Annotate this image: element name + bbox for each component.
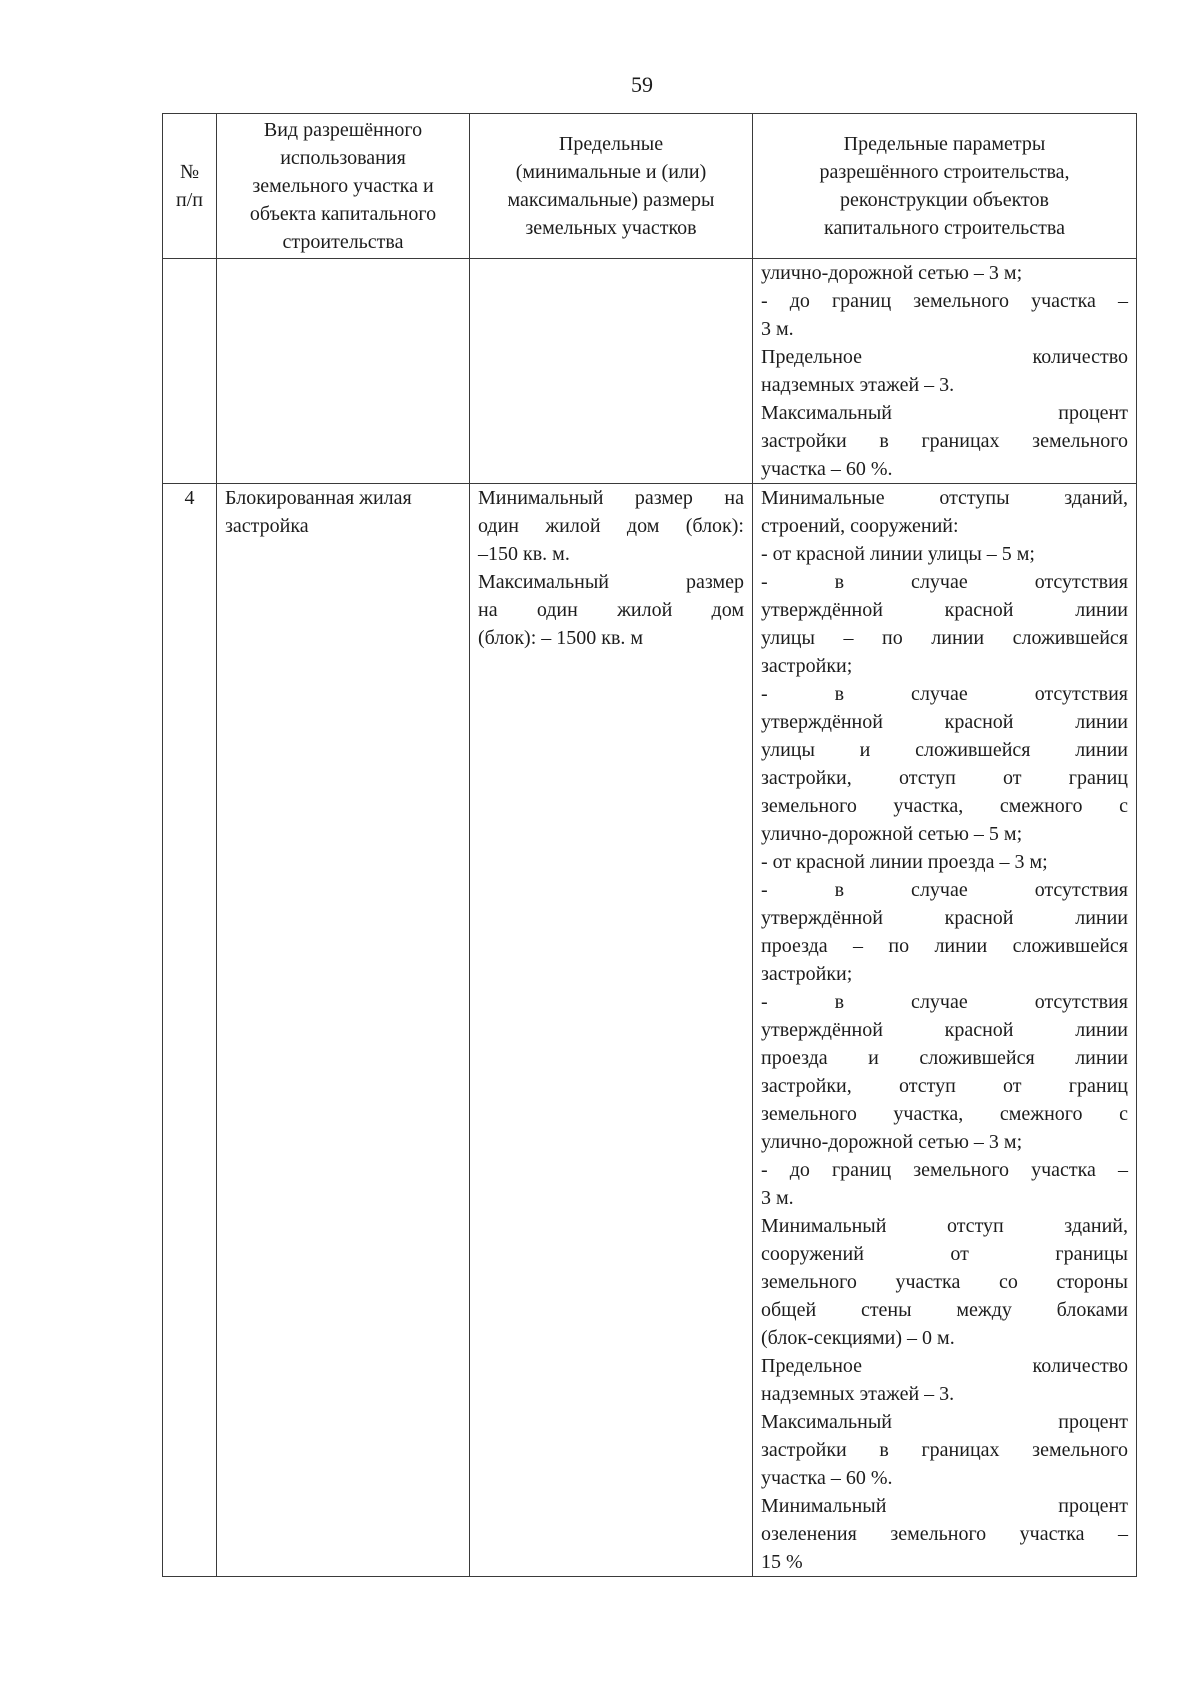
cell-text-line: улично-дорожной сетью – 3 м; [761, 262, 1023, 284]
row-plot-size [470, 259, 753, 484]
cell-text-line: застройки, отступ от границ [761, 767, 1128, 789]
cell-text-line: застройки в границах земельного [761, 1439, 1128, 1461]
cell-text-line: улицы – по линии сложившейся [761, 627, 1128, 649]
row-number [163, 259, 217, 484]
cell-text-line: - в случае отсутствия [761, 991, 1128, 1013]
cell-text-line: утверждённой красной линии [761, 599, 1128, 621]
cell-text-line: - в случае отсутствия [761, 683, 1128, 705]
cell-text-line: надземных этажей – 3. [761, 374, 955, 396]
header-line: строительства [282, 231, 404, 253]
row-plot-size [470, 484, 753, 1577]
cell-text-line: проезда – по линии сложившейся [761, 935, 1128, 957]
cell-text-line: Предельное количество [761, 1355, 1128, 1377]
cell-text-line: Минимальные отступы зданий, [761, 487, 1128, 509]
cell-text-line: –150 кв. м. [478, 543, 570, 565]
header-line: капитального строительства [824, 217, 1065, 239]
cell-text-line: Максимальный процент [761, 1411, 1128, 1433]
cell-text-line: Максимальный процент [761, 402, 1128, 424]
header-line: реконструкции объектов [840, 189, 1049, 211]
header-number [163, 114, 217, 259]
row-number: 4 [163, 484, 217, 1577]
cell-text-line: - от красной линии улицы – 5 м; [761, 543, 1035, 565]
header-building-params [753, 114, 1137, 259]
row-building-params [753, 484, 1137, 1577]
cell-text-line: утверждённой красной линии [761, 711, 1128, 733]
table-header-row [163, 114, 1137, 259]
cell-text-line: один жилой дом (блок): [478, 515, 744, 537]
cell-text-line: Блокированная жилая [225, 487, 412, 509]
cell-text-line: сооружений от границы [761, 1243, 1128, 1265]
header-line: № [179, 161, 200, 183]
header-line: использования [280, 147, 406, 169]
cell-text-line: на один жилой дом [478, 599, 744, 621]
header-line: п/п [176, 189, 203, 211]
header-line: Предельные параметры [843, 133, 1046, 155]
header-line: разрешённого строительства, [819, 161, 1070, 183]
cell-text-line: Минимальный размер на [478, 487, 744, 509]
cell-text-line: - до границ земельного участка – [761, 290, 1128, 312]
cell-text-line: Минимальный процент [761, 1495, 1128, 1517]
cell-text-line: земельного участка со стороны [761, 1271, 1128, 1293]
row-building-params [753, 259, 1137, 484]
cell-text-line: утверждённой красной линии [761, 1019, 1128, 1041]
cell-text-line: - до границ земельного участка – [761, 1159, 1128, 1181]
cell-text-line: проезда и сложившейся линии [761, 1047, 1128, 1069]
page-number: 59 [631, 72, 653, 97]
header-line: Предельные [558, 133, 664, 155]
land-use-parameters-table [162, 113, 1137, 1577]
cell-text-line: застройки; [761, 655, 853, 677]
header-line: максимальные) размеры [507, 189, 715, 211]
row-use-type [217, 484, 470, 1577]
table-row [163, 484, 1137, 1577]
cell-text-line: - в случае отсутствия [761, 571, 1128, 593]
cell-text-line: улично-дорожной сетью – 3 м; [761, 1131, 1023, 1153]
cell-text-line: общей стены между блоками [761, 1299, 1128, 1321]
cell-text-line: - от красной линии проезда – 3 м; [761, 851, 1048, 873]
cell-text-line: Максимальный размер [478, 571, 744, 593]
cell-text-line: - в случае отсутствия [761, 879, 1128, 901]
cell-text-line: застройки, отступ от границ [761, 1075, 1128, 1097]
cell-text-line: (блок): – 1500 кв. м [478, 627, 644, 649]
cell-text-line: (блок-секциями) – 0 м. [761, 1327, 955, 1349]
cell-text-line: утверждённой красной линии [761, 907, 1128, 929]
row-use-type [217, 259, 470, 484]
header-line: земельного участка и [252, 175, 434, 197]
cell-text-line: застройка [225, 515, 309, 537]
cell-text-line: участка – 60 %. [761, 1467, 893, 1489]
cell-text-line: земельного участка, смежного с [761, 1103, 1128, 1125]
cell-text-line: улично-дорожной сетью – 5 м; [761, 823, 1023, 845]
header-plot-size [470, 114, 753, 259]
header-line: Вид разрешённого [263, 119, 423, 141]
cell-text-line: застройки; [761, 963, 853, 985]
header-use-type [217, 114, 470, 259]
cell-text-line: Минимальный отступ зданий, [761, 1215, 1128, 1237]
header-line: объекта капитального [249, 203, 437, 225]
cell-text-line: озеленения земельного участка – [761, 1523, 1128, 1545]
cell-text-line: 15 % [761, 1551, 803, 1573]
table-row [163, 259, 1137, 484]
cell-text-line: 3 м. [761, 1187, 794, 1209]
cell-text-line: застройки в границах земельного [761, 430, 1128, 452]
header-line: земельных участков [525, 217, 697, 239]
header-line: (минимальные и (или) [515, 161, 707, 183]
cell-text-line: участка – 60 %. [761, 458, 893, 480]
cell-text-line: земельного участка, смежного с [761, 795, 1128, 817]
cell-text-line: 3 м. [761, 318, 794, 340]
cell-text-line: улицы и сложившейся линии [761, 739, 1128, 761]
cell-text-line: Предельное количество [761, 346, 1128, 368]
cell-text-line: надземных этажей – 3. [761, 1383, 955, 1405]
cell-text-line: строений, сооружений: [761, 515, 959, 537]
